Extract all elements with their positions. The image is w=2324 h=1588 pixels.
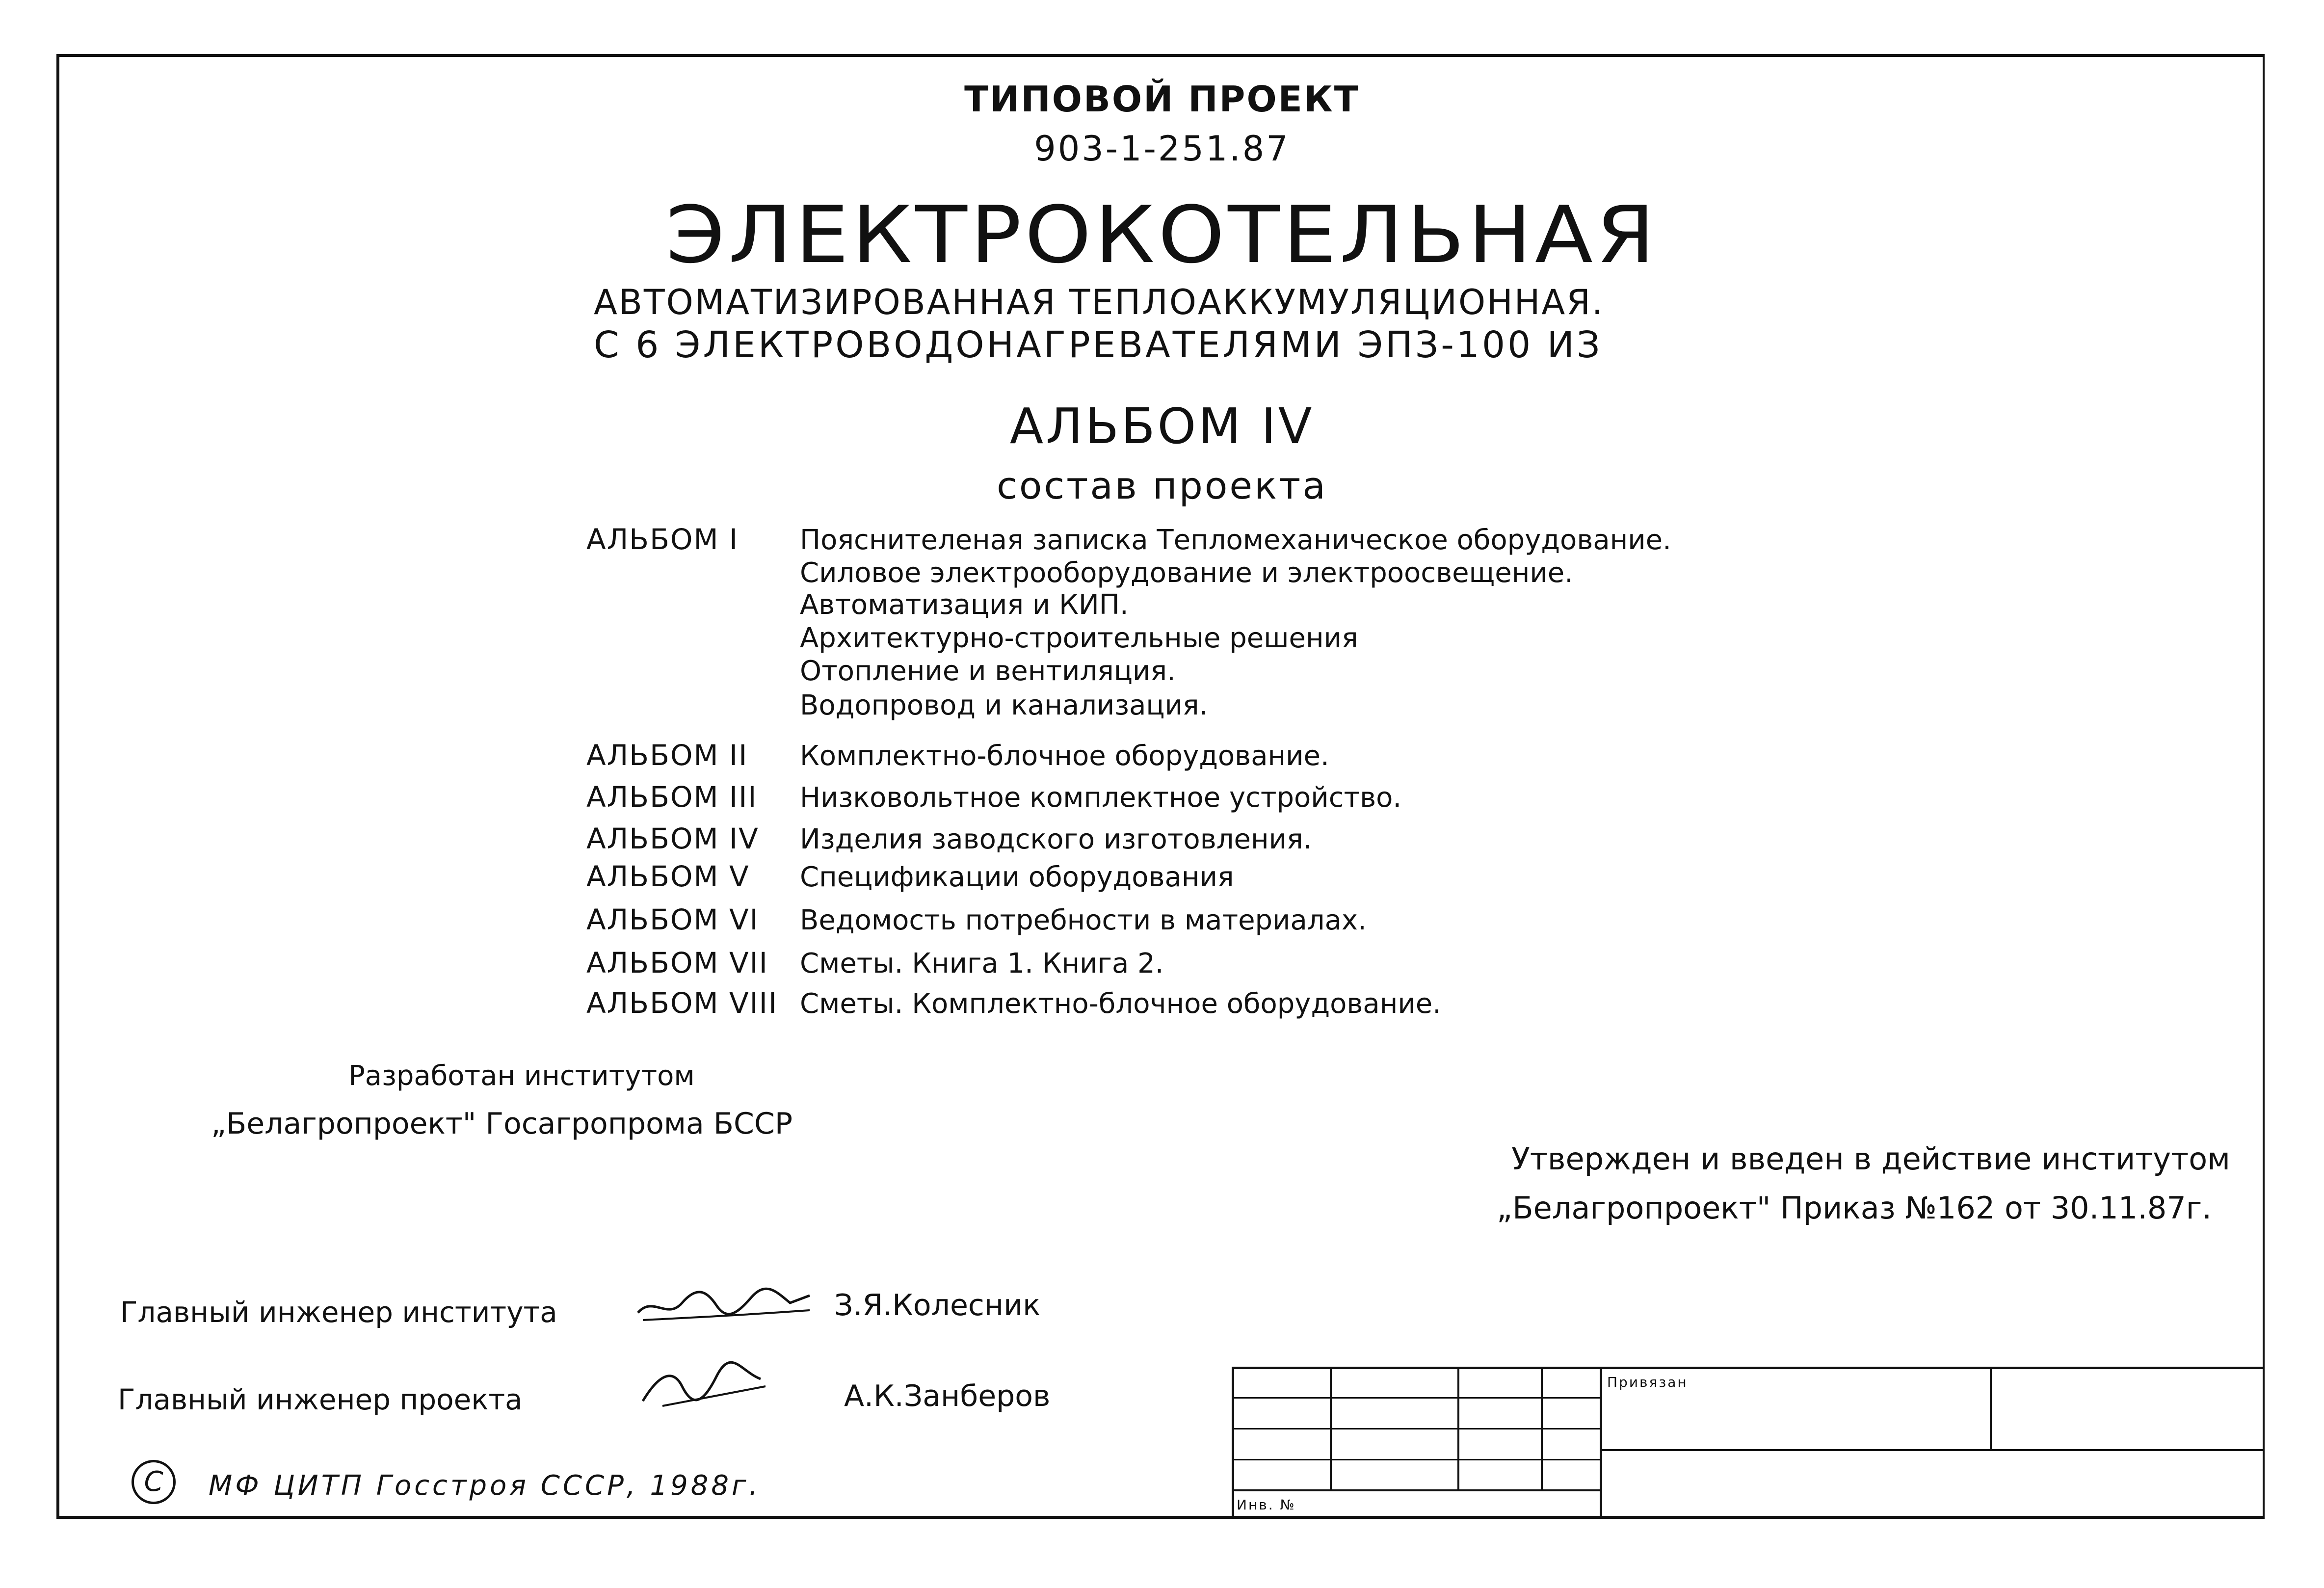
album-line: Ведомость потребности в материалах. (800, 904, 1367, 936)
album-line: Сметы. Книга 1. Книга 2. (800, 948, 1164, 979)
album-line: Изделия заводского изготовления. (800, 823, 1312, 855)
album-label: АЛЬБОМ I (586, 523, 739, 556)
signature-role: Главный инженер института (120, 1296, 557, 1329)
album-label: АЛЬБОМ II (586, 739, 748, 772)
album-label: АЛЬБОМ III (586, 780, 758, 814)
album-line: Архитектурно-строительные решения (800, 622, 1358, 654)
signature-role: Главный инженер проекта (118, 1383, 523, 1416)
composition-title: состав проекта (997, 464, 1327, 507)
subtitle-line2: С 6 ЭЛЕКТРОВОДОНАГРЕВАТЕЛЯМИ ЭПЗ-100 ИЗ (594, 324, 1603, 366)
signature-scribble (633, 1357, 780, 1416)
copyright-text: МФ ЦИТП Госстроя СССР, 1988г. (209, 1470, 761, 1502)
project-number: 903-1-251.87 (1034, 129, 1290, 169)
signature-name: З.Я.Колесник (834, 1288, 1041, 1323)
approval-line1: Утвержден и введен в действие институтом (1511, 1141, 2230, 1177)
approval-line2: „Белагропроект" Приказ №162 от 30.11.87г. (1497, 1190, 2212, 1226)
signature-name: А.К.Занберов (844, 1379, 1051, 1413)
album-label: АЛЬБОМ VIII (586, 986, 778, 1020)
copyright-icon (132, 1460, 176, 1504)
album-line: Сметы. Комплектно-блочное оборудование. (800, 988, 1442, 1020)
developer-line1: Разработан институтом (348, 1060, 695, 1092)
album-line: Силовое электрооборудование и электроосвещение. (800, 557, 1574, 589)
album-label: АЛЬБОМ VII (586, 946, 768, 979)
album-line: Комплектно-блочное оборудование. (800, 740, 1329, 772)
album-label: АЛЬБОМ V (586, 860, 750, 893)
type-label: ТИПОВОЙ ПРОЕКТ (964, 79, 1360, 120)
album-number: АЛЬБОМ IV (1009, 397, 1315, 455)
album-label: АЛЬБОМ IV (586, 822, 759, 855)
main-title: ЭЛЕКТРОКОТЕЛЬНАЯ (665, 189, 1659, 281)
album-label: АЛЬБОМ VI (586, 903, 759, 936)
stamp-attached-label: Привязан (1607, 1374, 1688, 1390)
album-line: Спецификации оборудования (800, 861, 1234, 893)
signature-scribble (633, 1276, 819, 1330)
title-stamp (1232, 1367, 2265, 1519)
album-line: Водопровод и канализация. (800, 689, 1208, 721)
album-line: Пояснителеная записка Тепломеханическое оборудование. (800, 524, 1671, 556)
stamp-inventory-label: Инв. № (1237, 1497, 1296, 1513)
album-line: Отопление и вентиляция. (800, 655, 1176, 687)
developer-line2: „Белагропроект" Госагропрома БССР (211, 1107, 793, 1141)
album-line: Автоматизация и КИП. (800, 589, 1129, 621)
subtitle-line1: АВТОМАТИЗИРОВАННАЯ ТЕПЛОАККУМУЛЯЦИОННАЯ. (594, 282, 1605, 322)
copyright-symbol: C (144, 1466, 163, 1498)
album-line: Низковольтное комплектное устройство. (800, 782, 1402, 814)
